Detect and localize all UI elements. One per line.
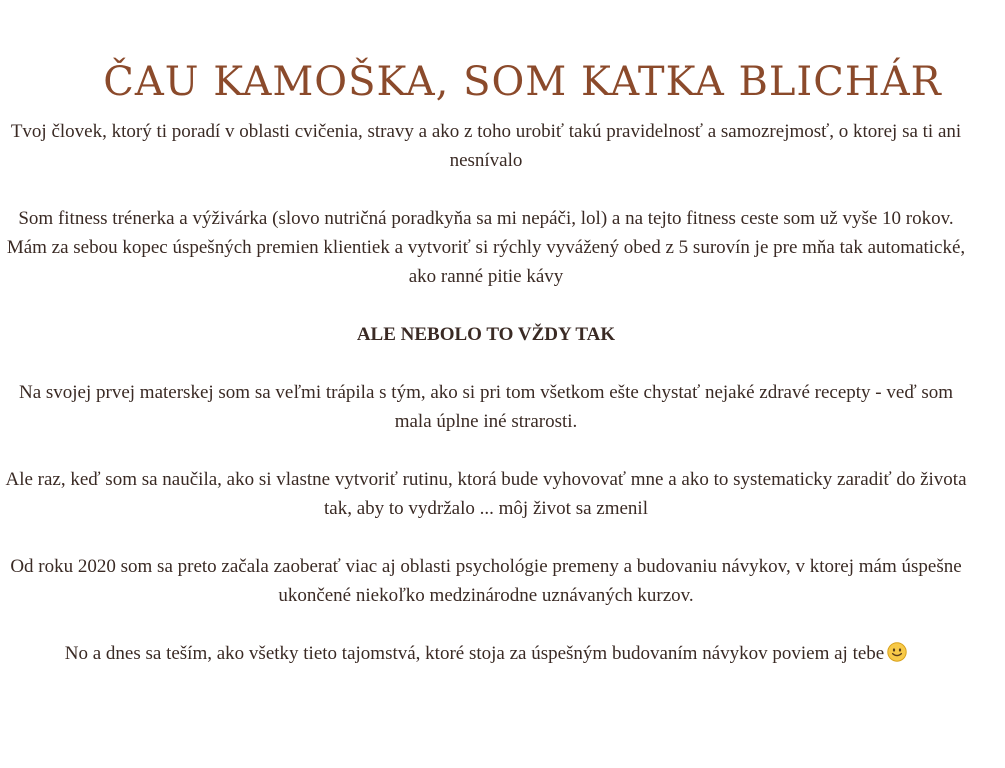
paragraph-spacer: [0, 610, 972, 639]
paragraph-spacer: [0, 436, 972, 465]
paragraph-spacer: [0, 349, 972, 378]
closing-text: No a dnes sa teším, ako všetky tieto tajomstvá, ktoré stoja za úspešným budovaním návykov poviem aj tebe: [64, 643, 885, 664]
psychology-paragraph: Od roku 2020 som sa preto začala zaoberať viac aj oblasti psychológie premeny a budovaniu návykov, v ktorej mám úspešne ukončené niekoľko medzinárodne uznávaných kurzov.: [10, 556, 962, 606]
about-paragraph: Som fitness trénerka a výživárka (slovo nutričná poradkyňa sa mi nepáči, lol) a na tejto fitness ceste som už vyše 10 rokov. Mám za sebou kopec úspešných premien klientiek a vytvoriť si rýchly vyvážený obed z 5 surovín je pre mňa tak automatické, ako ranné pitie kávy: [6, 208, 966, 287]
page-title: ČAU KAMOŠKA, SOM KATKA BLICHÁR: [103, 59, 942, 105]
closing-paragraph: [0, 639, 972, 668]
emphasis-heading: ALE NEBOLO TO VŽDY TAK: [356, 324, 616, 345]
paragraph-spacer: [0, 523, 972, 552]
struggle-paragraph: Na svojej prvej materskej som sa veľmi trápila s tým, ako si pri tom všetkom ešte chystať nejaké zdravé recepty - veď som mala úplne iné strarosti.: [18, 382, 954, 432]
smiling-face-icon: [887, 642, 907, 662]
paragraph-spacer: [0, 291, 972, 320]
paragraph-spacer: [0, 175, 972, 204]
about-section: [0, 117, 972, 668]
change-paragraph: Ale raz, keď som sa naučila, ako si vlastne vytvoriť rutinu, ktorá bude vyhovovať mne a ako to systematicky zaradiť do života tak, aby to vydržalo ... môj život sa zmenil: [5, 469, 967, 519]
intro-paragraph: Tvoj človek, ktorý ti poradí v oblasti cvičenia, stravy a ako z toho urobiť takú pravidelnosť a samozrejmosť, o ktorej sa ti ani nesnívalo: [10, 121, 962, 171]
